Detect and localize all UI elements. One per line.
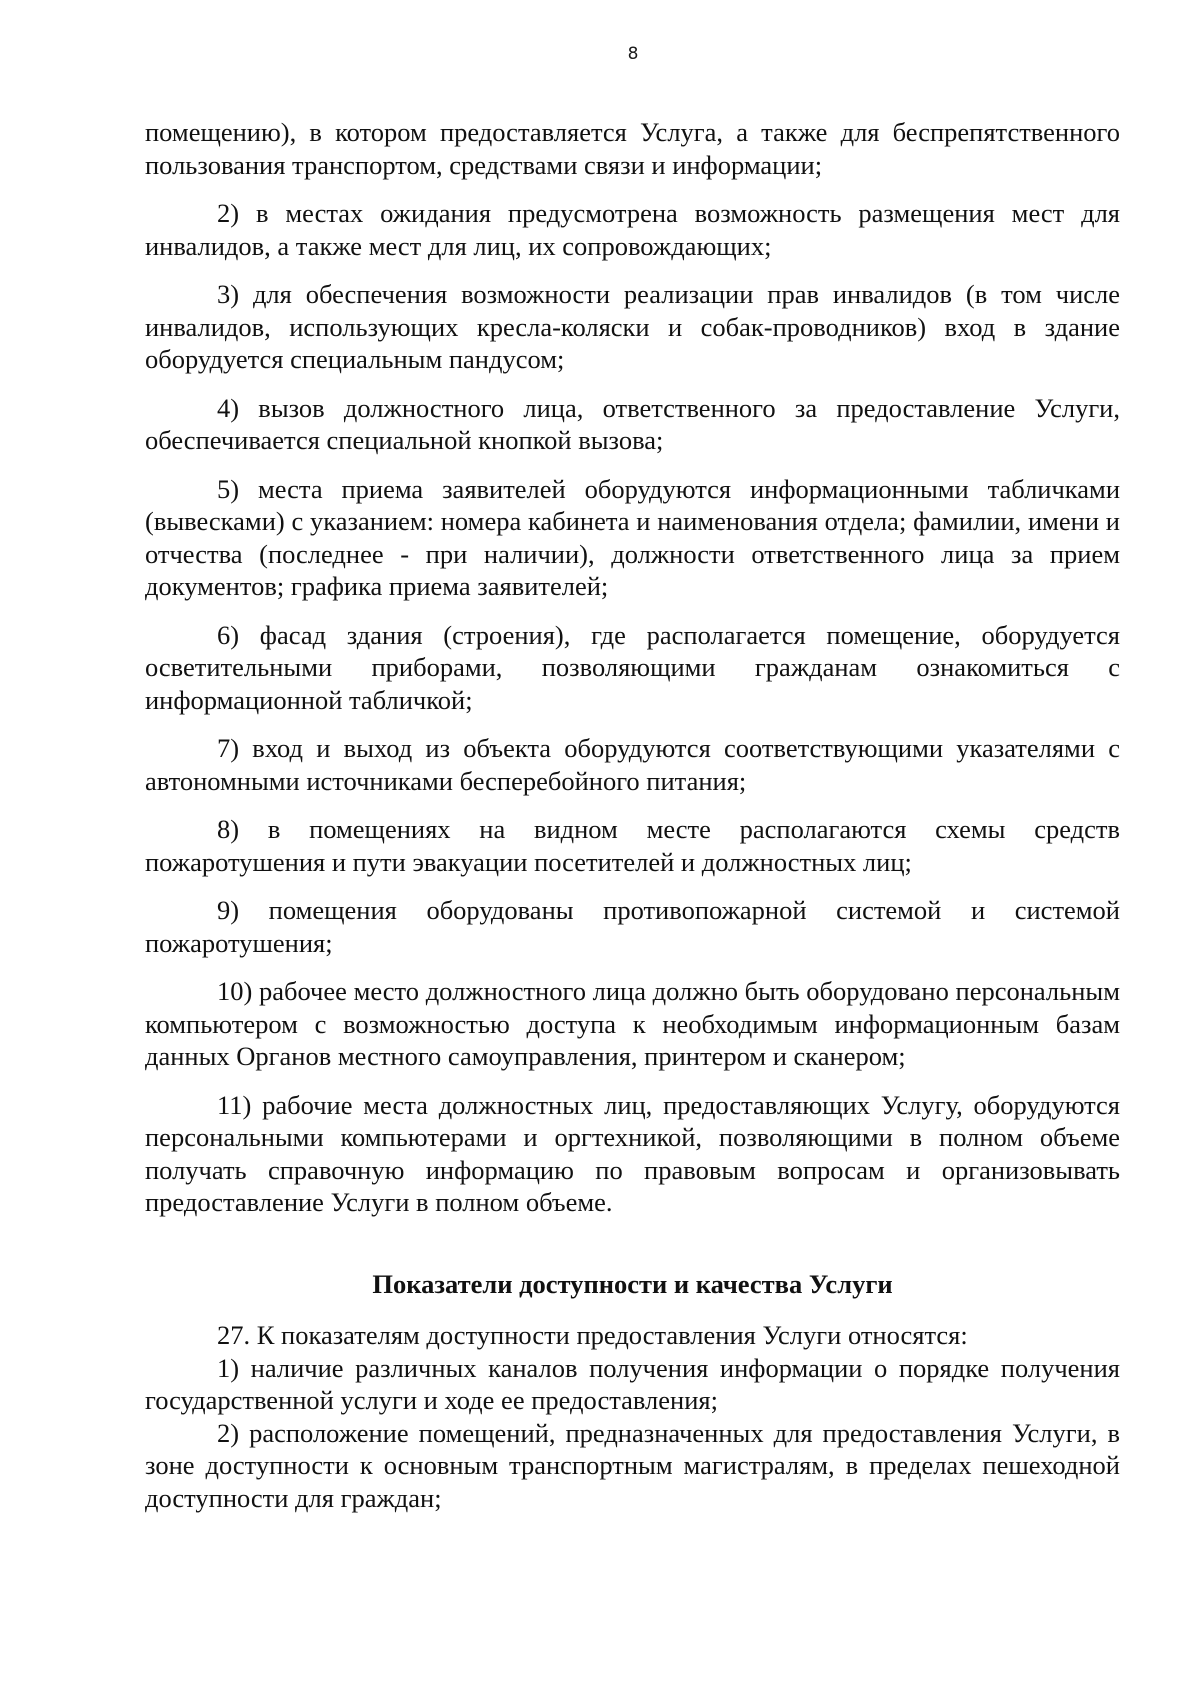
clause-27-item-2: 2) расположение помещений, предназначенных для предоставления Услуги, в зоне доступности к основным транспортным магистралям, в пределах пешеходной доступности для граждан; bbox=[145, 1417, 1120, 1513]
list-item-5: 5) места приема заявителей оборудуются информационными табличками (вывесками) с указанием: номера кабинета и наименования отдела; фамилии, имени и отчества (последнее - при наличии), должности ответственного лица за прием документов; графика приема заявителей; bbox=[145, 473, 1120, 601]
paragraph-continuation: помещению), в котором предоставляется Услуга, а также для беспрепятственного пользования транспортом, средствами связи и информации; bbox=[145, 117, 1120, 180]
page-number: 8 bbox=[627, 44, 639, 64]
list-item-7: 7) вход и выход из объекта оборудуются соответствующими указателями с автономными источниками бесперебойного питания; bbox=[145, 733, 1120, 796]
clause-27: 27. К показателям доступности предоставления Услуги относятся: bbox=[217, 1320, 968, 1350]
list-item-9: 9) помещения оборудованы противопожарной системой и системой пожаротушения; bbox=[145, 895, 1120, 958]
list-item-4: 4) вызов должностного лица, ответственного за предоставление Услуги, обеспечивается специальной кнопкой вызова; bbox=[145, 392, 1120, 455]
list-item-11: 11) рабочие места должностных лиц, предоставляющих Услугу, оборудуются персональными компьютерами и оргтехникой, позволяющими в полном объеме получать справочную информацию по правовым вопросам и организовывать предоставление Услуги в полном объеме. bbox=[145, 1089, 1120, 1217]
list-item-2: 2) в местах ожидания предусмотрена возможность размещения мест для инвалидов, а также мест для лиц, их сопровождающих; bbox=[145, 198, 1120, 261]
list-item-3: 3) для обеспечения возможности реализации прав инвалидов (в том числе инвалидов, использующих кресла-коляски и собак-проводников) вход в здание оборудуется специальным пандусом; bbox=[145, 279, 1120, 374]
list-item-8: 8) в помещениях на видном месте располагаются схемы средств пожаротушения и пути эвакуации посетителей и должностных лиц; bbox=[145, 814, 1120, 877]
clause-27-item-1: 1) наличие различных каналов получения информации о порядке получения государственной услуги и ходе ее предоставления; bbox=[145, 1352, 1120, 1415]
section-heading: Показатели доступности и качества Услуги bbox=[372, 1268, 893, 1299]
document-body bbox=[145, 116, 1120, 1514]
list-item-6: 6) фасад здания (строения), где располагается помещение, оборудуется осветительными приборами, позволяющими гражданам ознакомиться с информационной табличкой; bbox=[145, 619, 1120, 715]
list-item-10: 10) рабочее место должностного лица должно быть оборудовано персональным компьютером с возможностью доступа к необходимым информационным базам данных Органов местного самоуправления, принтером и сканером; bbox=[145, 976, 1120, 1071]
